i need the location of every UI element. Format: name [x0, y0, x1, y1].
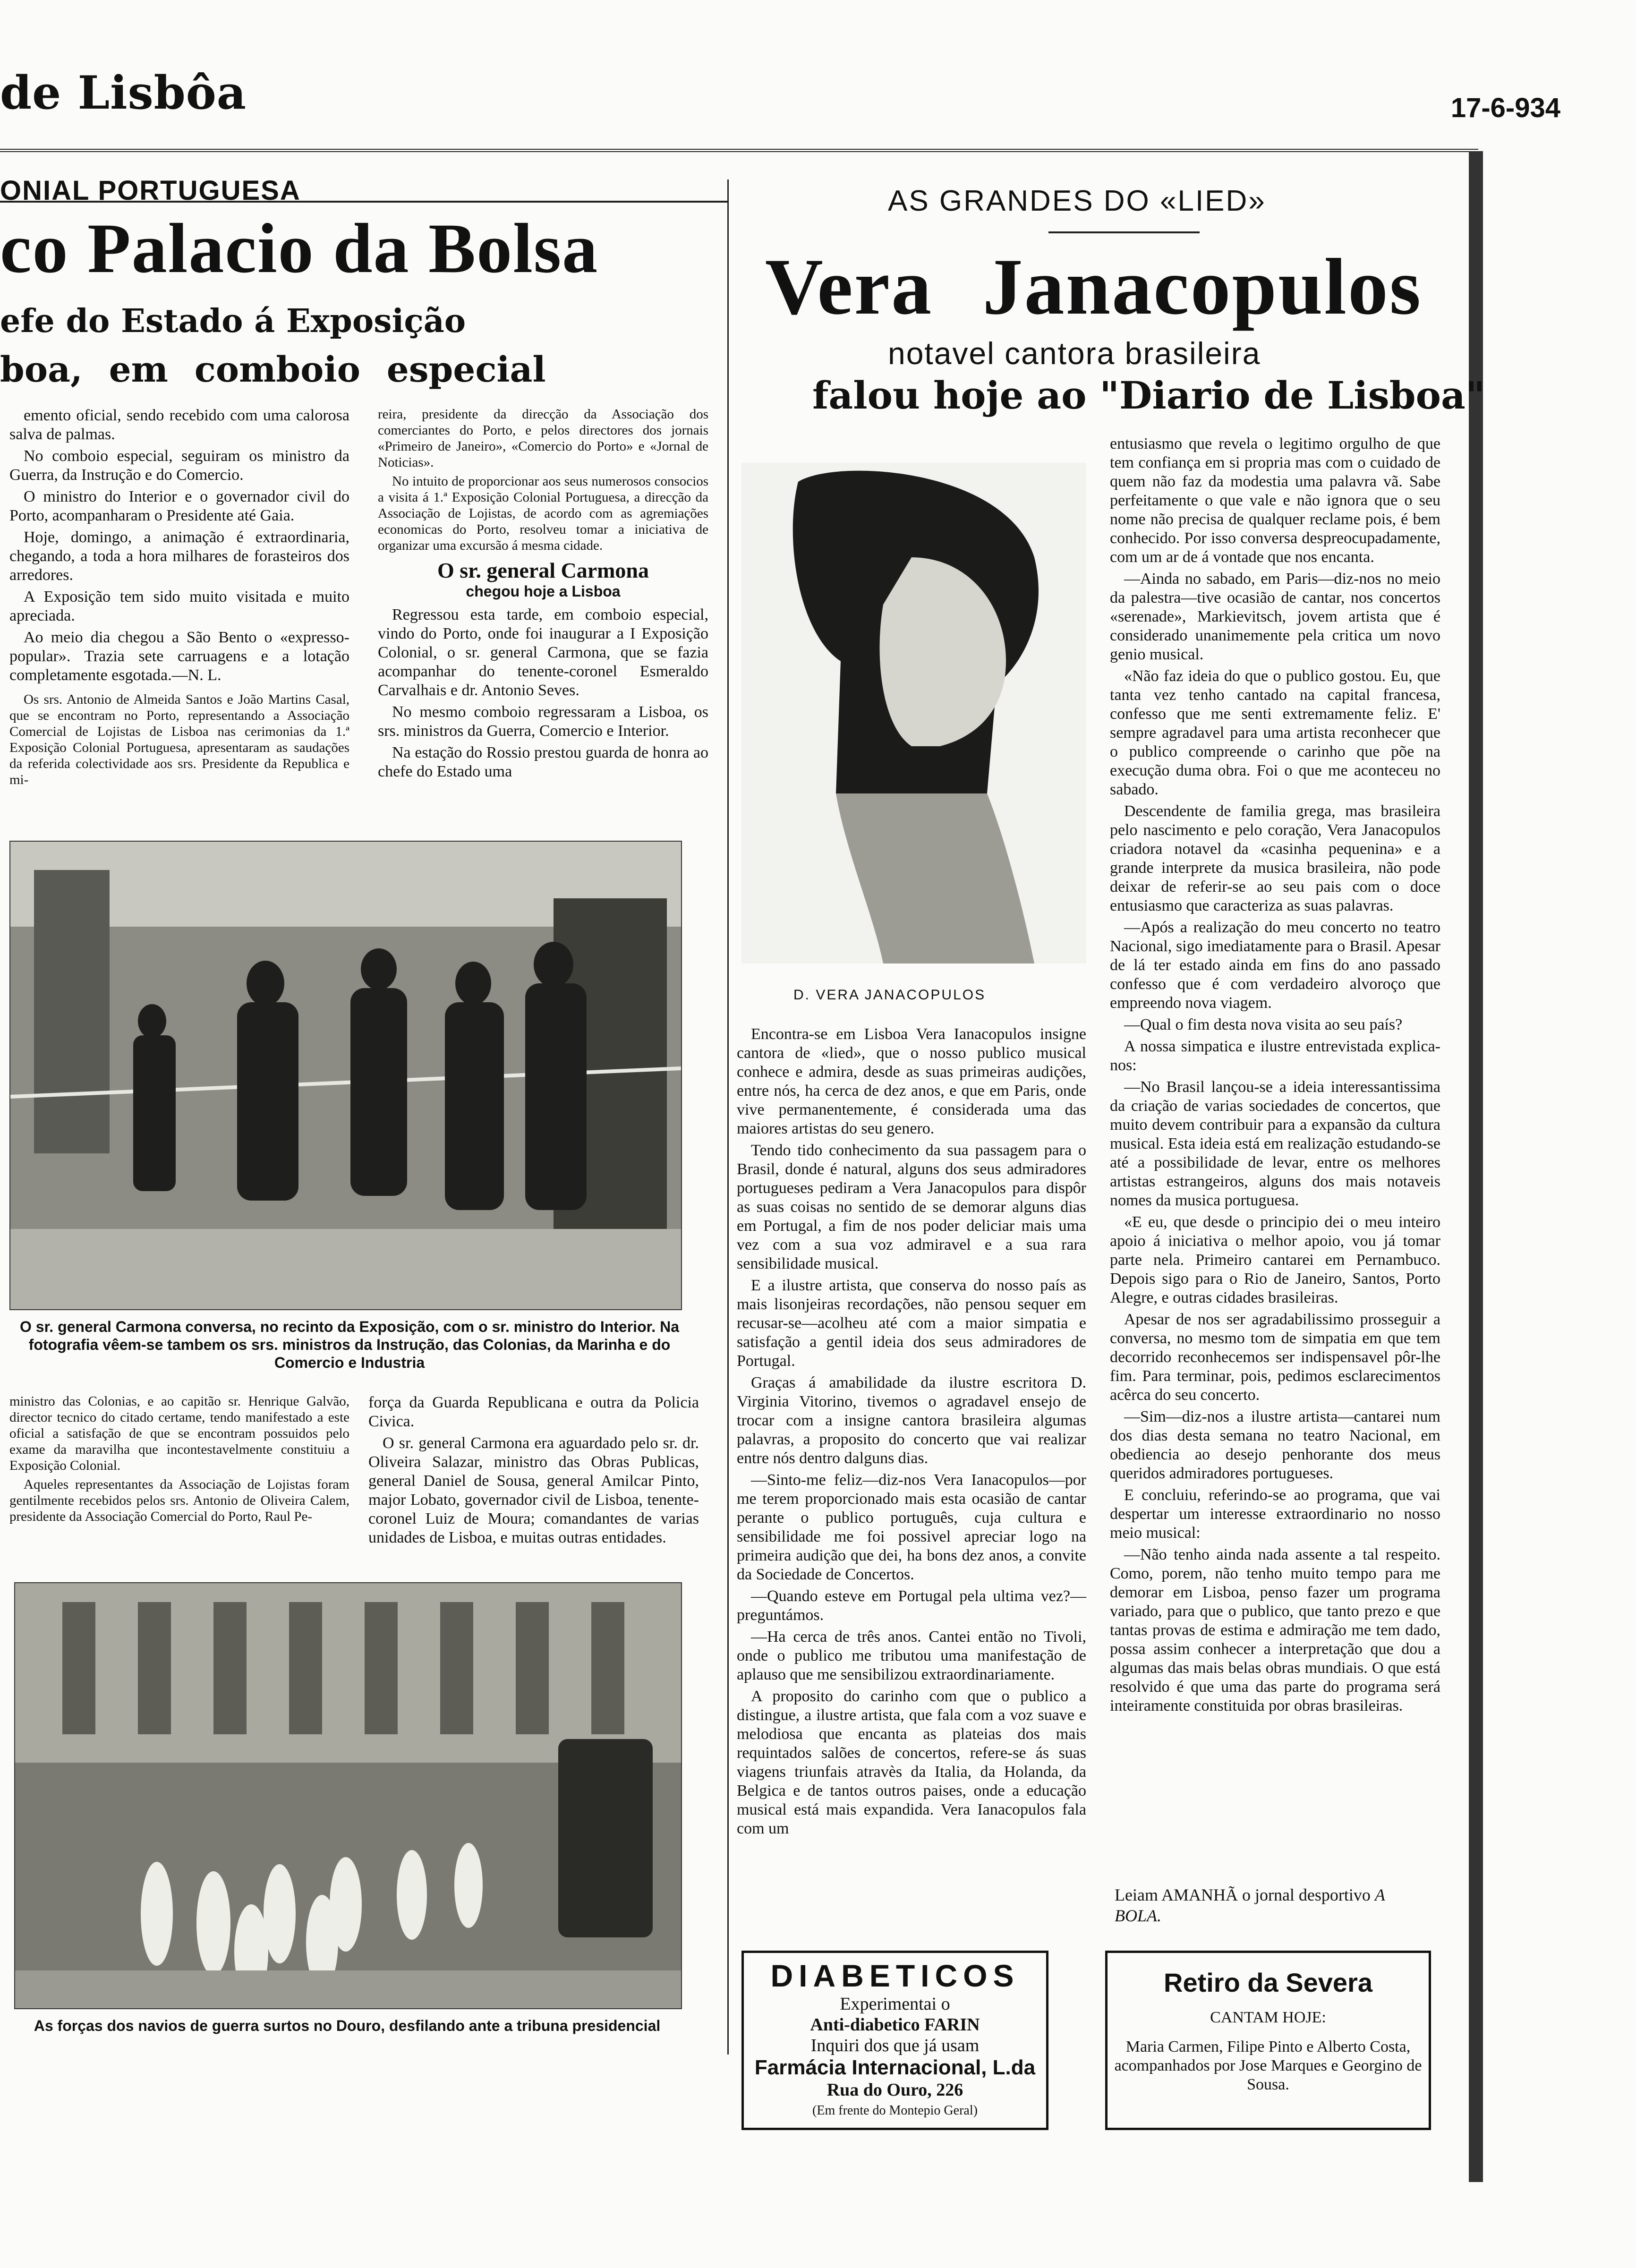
- notice-title: A BOLA.: [1115, 1885, 1385, 1925]
- right-column-b: [1110, 435, 1440, 1718]
- paragraph: No mesmo comboio regressaram a Lisboa, os srs. ministros da Guerra, Comercio e Interior.: [378, 703, 708, 740]
- kicker-rule: [1048, 231, 1200, 233]
- sports-paper-notice: [1115, 1884, 1436, 1926]
- left-column-3: [9, 1393, 349, 1527]
- paragraph: emento oficial, sendo recebido com uma calorosa salva de palmas.: [9, 407, 349, 443]
- ad-line: Maria Carmen, Filipe Pinto e Alberto Costa, acompanhados por Jose Marques e Georgino de Sousa.: [1114, 2038, 1422, 2093]
- paragraph: —Ainda no sabado, em Paris—diz-nos no meio da palestra—tive ocasião de cantar, nos concertos «serenade», Markievitsch, jovem artista que é considerado unanimemente pela critica um novo genio musical.: [1110, 570, 1440, 663]
- paragraph: No intuito de proporcionar aos seus numerosos consocios a visita á 1.ª Exposição Colonial Portuguesa, a direcção da Associação de Lojistas, de acordo com as agremiações economicas do Porto, resolveu tomar a iniciativa de organizar uma excursão á mesma cidade.: [378, 474, 708, 553]
- carmona-title: O sr. general Carmona: [437, 558, 649, 582]
- masthead: de Lisbôa: [0, 66, 247, 119]
- right-margin-strip: [1469, 151, 1483, 2182]
- ad-line: Farmácia Internacional, L.da: [754, 2056, 1036, 2079]
- paragraph: Encontra-se em Lisboa Vera Ianacopulos insigne cantora de «lied», que o nosso publico musical conhece e admira, desde as suas primeiras audições, entre nós, ha cerca de dez anos, e que em Paris, onde vive permanentemente, é considerada uma das maiores artistas do seu genero.: [737, 1025, 1086, 1137]
- ad-diabeticos-title: DIABETICOS: [770, 1958, 1020, 1993]
- photo-2-caption: As forças dos navios de guerra surtos no Douro, desfilando ante a tribuna presidencial: [34, 2017, 661, 2034]
- photo-1-caption: O sr. general Carmona conversa, no recinto da Exposição, com o sr. ministro do Interior. Na fotografia vêem-se tambem os srs. ministros da Instrução, das Colonias, da Marinha e do Comercio e Industria: [20, 1318, 679, 1371]
- paragraph: —Sinto-me feliz—diz-nos Vera Ianacopulos—por me terem proporcionado mais esta ocasião de cantar perante o publico português, cuja cultura e sensibilidade me foi possivel apreciar logo na primeira audição que dei, ha bons dez anos, a convite da Sociedade de Concertos.: [737, 1471, 1086, 1583]
- left-column-2: [378, 406, 708, 784]
- paragraph: «Não faz ideia do que o publico gostou. Eu, que tanta vez tenho cantado na capital francesa, confesso que me senti extremamente feliz. E' sempre agradavel para uma artista reconhecer que o publico compreende o carinho que põe na execução duma obra. Foi o que me aconteceu no sabado.: [1110, 667, 1440, 798]
- paragraph: Ao meio dia chegou a São Bento o «expresso-popular». Trazia sete carruagens e a lotação completamente esgotada.—N. L.: [9, 629, 349, 684]
- ad-line: Inquiri dos que já usam: [810, 2036, 980, 2055]
- paragraph: —No Brasil lançou-se a ideia interessantissima da criação de varias sociedades de concertos, que muito devem contribuir para a expansão da cultura musical. Esta ideia está em realização estudando-se até a possibilidade de levar, entre os melhores artistas estrangeiros, alguns dos mais notaveis nomes da musica portuguesa.: [1110, 1078, 1440, 1209]
- paragraph: Apesar de nos ser agradabilissimo prosseguir a conversa, no mesmo tom de simpatia em que tem decorrido reconhecemos ser indispensavel pôr-lhe fim. Para terminar, pois, pedimos esclarecimentos acêrca do seu concerto.: [1110, 1311, 1440, 1404]
- ad-severa-title: Retiro da Severa: [1164, 1968, 1372, 1997]
- ad-line: Experimentai o: [840, 1994, 950, 2014]
- paragraph: —Sim—diz-nos a ilustre artista—cantarei num dos dias desta semana no teatro Nacional, em obediencia ao desejo penhorante dos meus queridos admiradores portugueses.: [1110, 1408, 1440, 1482]
- paragraph: —Não tenho ainda nada assente a tal respeito. Como, porem, não tenho muito tempo para me demorar em Lisboa, penso fazer um programa variado, para que o publico, que tanto prezo e que tantas provas de estima e admiração me tem dado, possa assim conhecer a interpretação que dou a algumas das mais belas obras mundiais. O que está resolvido é que uma das parte do programa será inteiramente constituida por obras brasileiras.: [1110, 1546, 1440, 1714]
- paragraph: Graças á amabilidade da ilustre escritora D. Virginia Vitorino, tivemos o agradavel ensejo de trocar com a insigne cantora brasileira algumas palavras, a proposito do concerto que vai realizar entre nós dentro dalguns dias.: [737, 1374, 1086, 1467]
- right-subhead-2: falou hoje ao "Diario de Lisboa": [812, 373, 1485, 418]
- issue-date: 17-6-934: [1450, 93, 1560, 123]
- right-subhead-1: notavel cantora brasileira: [888, 336, 1261, 371]
- column-rule: [727, 179, 729, 2055]
- ad-line: (Em frente do Montepio Geral): [812, 2103, 978, 2118]
- paragraph: —Após a realização do meu concerto no teatro Nacional, sigo imediatamente para o Brasil. Apesar de lá ter estado ainda em fins do ano passado confesso que é com verdadeiro alvoroço que empreendo nova viagem.: [1110, 919, 1440, 1012]
- photo-carmona-exposition: [9, 841, 682, 1310]
- paragraph: entusiasmo que revela o legitimo orgulho de que tem confiança em si propria mas com o cuidado de quem não faz da modestia uma palavra vã. Sabe perfeitamente o que vale e não ignora que o seu nome não precisa de qualquer reclame pois, é bem conhecido. Por isso conversa despreocupadamente, com um ar de á vontade que nos encanta.: [1110, 435, 1440, 566]
- ad-line: CANTAM HOJE:: [1210, 2009, 1326, 2026]
- header-rule: [0, 149, 1478, 152]
- paragraph: A Exposição tem sido muito visitada e muito apreciada.: [9, 588, 349, 624]
- paragraph: Os srs. Antonio de Almeida Santos e João Martins Casal, que se encontram no Porto, representando a Associação Comercial de Lojistas de Lisboa nas cerimonias da 1.ª Exposição Colonial Portuguesa, apresentaram as saudações da referida colectividade aos srs. Presidente da Republica e mi-: [9, 692, 349, 787]
- photo-naval-parade: [14, 1582, 682, 2009]
- paragraph: reira, presidente da direcção da Associação dos comerciantes do Porto, e pelos directores dos jornais «Primeiro de Janeiro», «Comercio do Porto» e «Jornal de Noticias».: [378, 407, 708, 470]
- right-headline: Vera Janacopulos: [765, 242, 1423, 331]
- paragraph: A proposito do carinho com que o publico a distingue, a ilustre artista, que fala com a voz suave e melodiosa que encanta as plateias dos mais requintados salões de concertos, refere-se ás suas viagens triunfais atravès da Italia, da Holanda, da Belgica e de tantos outros paises, onde a educação musical está mais expandida. Vera Ianacopulos fala com um: [737, 1688, 1086, 1837]
- paragraph: ministro das Colonias, e ao capitão sr. Henrique Galvão, director tecnico do citado certame, tendo manifestado a este oficial a satisfação de que se encontram possuidos pelo exame da maravilha que incontestavelmente constituiu a Exposição Colonial.: [9, 1394, 349, 1473]
- paragraph: O sr. general Carmona era aguardado pelo sr. dr. Oliveira Salazar, ministro das Obras Publicas, general Daniel de Sousa, general Amilcar Pinto, major Lobato, governador civil de Lisboa, tenente-coronel Luiz de Moura; comandantes de varias unidades de Lisboa, e muitas outras entidades.: [368, 1434, 699, 1546]
- carmona-subtitle: chegou hoje a Lisboa: [466, 583, 621, 600]
- paragraph: E a ilustre artista, que conserva do nosso país as mais lisonjeiras recordações, não pensou sequer em recusar-se—acolheu até com a maior simpatia e satisfação a gentil ideia dos seus admiradores de Portugal.: [737, 1277, 1086, 1370]
- left-column-1: [9, 406, 349, 791]
- section-rule: [0, 201, 727, 203]
- paragraph: Aqueles representantes da Associação de Lojistas foram gentilmente recebidos pelos srs. Antonio de Oliveira Calem, presidente da Associação Comercial do Porto, Raul Pe-: [9, 1477, 349, 1524]
- paragraph: força da Guarda Republicana e outra da Policia Civica.: [368, 1394, 699, 1430]
- left-subhead-1: efe do Estado á Exposição: [0, 302, 466, 340]
- paragraph: Hoje, domingo, a animação é extraordinaria, chegando, a toda a hora milhares de forasteiros dos arredores.: [9, 529, 349, 584]
- left-headline: co Palacio da Bolsa: [0, 209, 599, 288]
- paragraph: Descendente de familia grega, mas brasileira pelo nascimento e pelo coração, Vera Janacopulos criadora notavel da «casinha pequenina» e a grande interprete da musica brasileira, não pode deixar de referir-se ao seu pais com o doce entusiasmo que caracteriza as suas palavras.: [1110, 802, 1440, 914]
- paragraph: —Ha cerca de três anos. Cantei então no Tivoli, onde o publico me tributou uma manifestação de aplauso que me sensibilizou extraordinariamente.: [737, 1628, 1086, 1683]
- kicker: AS GRANDES DO «LIED»: [888, 185, 1266, 217]
- paragraph: A nossa simpatica e ilustre entrevistada explica-nos:: [1110, 1038, 1440, 1074]
- paragraph: Na estação do Rossio prestou guarda de honra ao chefe do Estado uma: [378, 744, 708, 780]
- paragraph: E concluiu, referindo-se ao programa, que vai despertar um interesse extraordinario no nosso meio musical:: [1110, 1486, 1440, 1542]
- ad-line: Rua do Ouro, 226: [827, 2080, 963, 2100]
- left-subhead-2: boa, em comboio especial: [0, 350, 546, 390]
- ad-retiro-severa: [1105, 1951, 1431, 2130]
- paragraph: «E eu, que desde o principio dei o meu inteiro apoio á iniciativa o melhor apoio, vou já tomar parte nela. Primeiro cantarei em Pernambuco. Depois sigo para o Rio de Janeiro, Santos, Porto Alegre, e outras cidades brasileiras.: [1110, 1213, 1440, 1306]
- left-column-4: [368, 1393, 699, 1550]
- paragraph: —Quando esteve em Portugal pela ultima vez?—preguntámos.: [737, 1587, 1086, 1624]
- notice-text: Leiam AMANHÃ o jornal desportivo: [1115, 1885, 1371, 1904]
- portrait-vera-janacopulos: [741, 463, 1086, 963]
- section-title: ONIAL PORTUGUESA: [0, 175, 301, 206]
- paragraph: Regressou esta tarde, em comboio especial, vindo do Porto, onde foi inaugurar a I Exposição Colonial, o sr. general Carmona, que se fazia acompanhar do tenente-coronel Esmeraldo Carvalhais e dr. Antonio Seves.: [378, 606, 708, 699]
- ad-line: Anti-diabetico FARIN: [810, 2015, 980, 2035]
- paragraph: O ministro do Interior e o governador civil do Porto, acompanharam o Presidente até Gaia.: [9, 488, 349, 524]
- paragraph: No comboio especial, seguiram os ministro da Guerra, da Instrução e do Comercio.: [9, 447, 349, 484]
- right-column-a: [737, 1025, 1086, 1841]
- paragraph: —Qual o fim desta nova visita ao seu país?: [1124, 1016, 1403, 1033]
- ad-diabeticos: [741, 1951, 1048, 2130]
- paragraph: Tendo tido conhecimento da sua passagem para o Brasil, donde é natural, alguns dos seus admiradores portugueses pediram a Vera Janacopulos para dispôr as suas coisas no sentido de se demorar alguns dias em Portugal, a fim de nos poder deliciar mais uma vez com a sua voz admiravel e a sua rara sensibilidade musical.: [737, 1142, 1086, 1272]
- portrait-caption: D. VERA JANACOPULOS: [793, 987, 986, 1003]
